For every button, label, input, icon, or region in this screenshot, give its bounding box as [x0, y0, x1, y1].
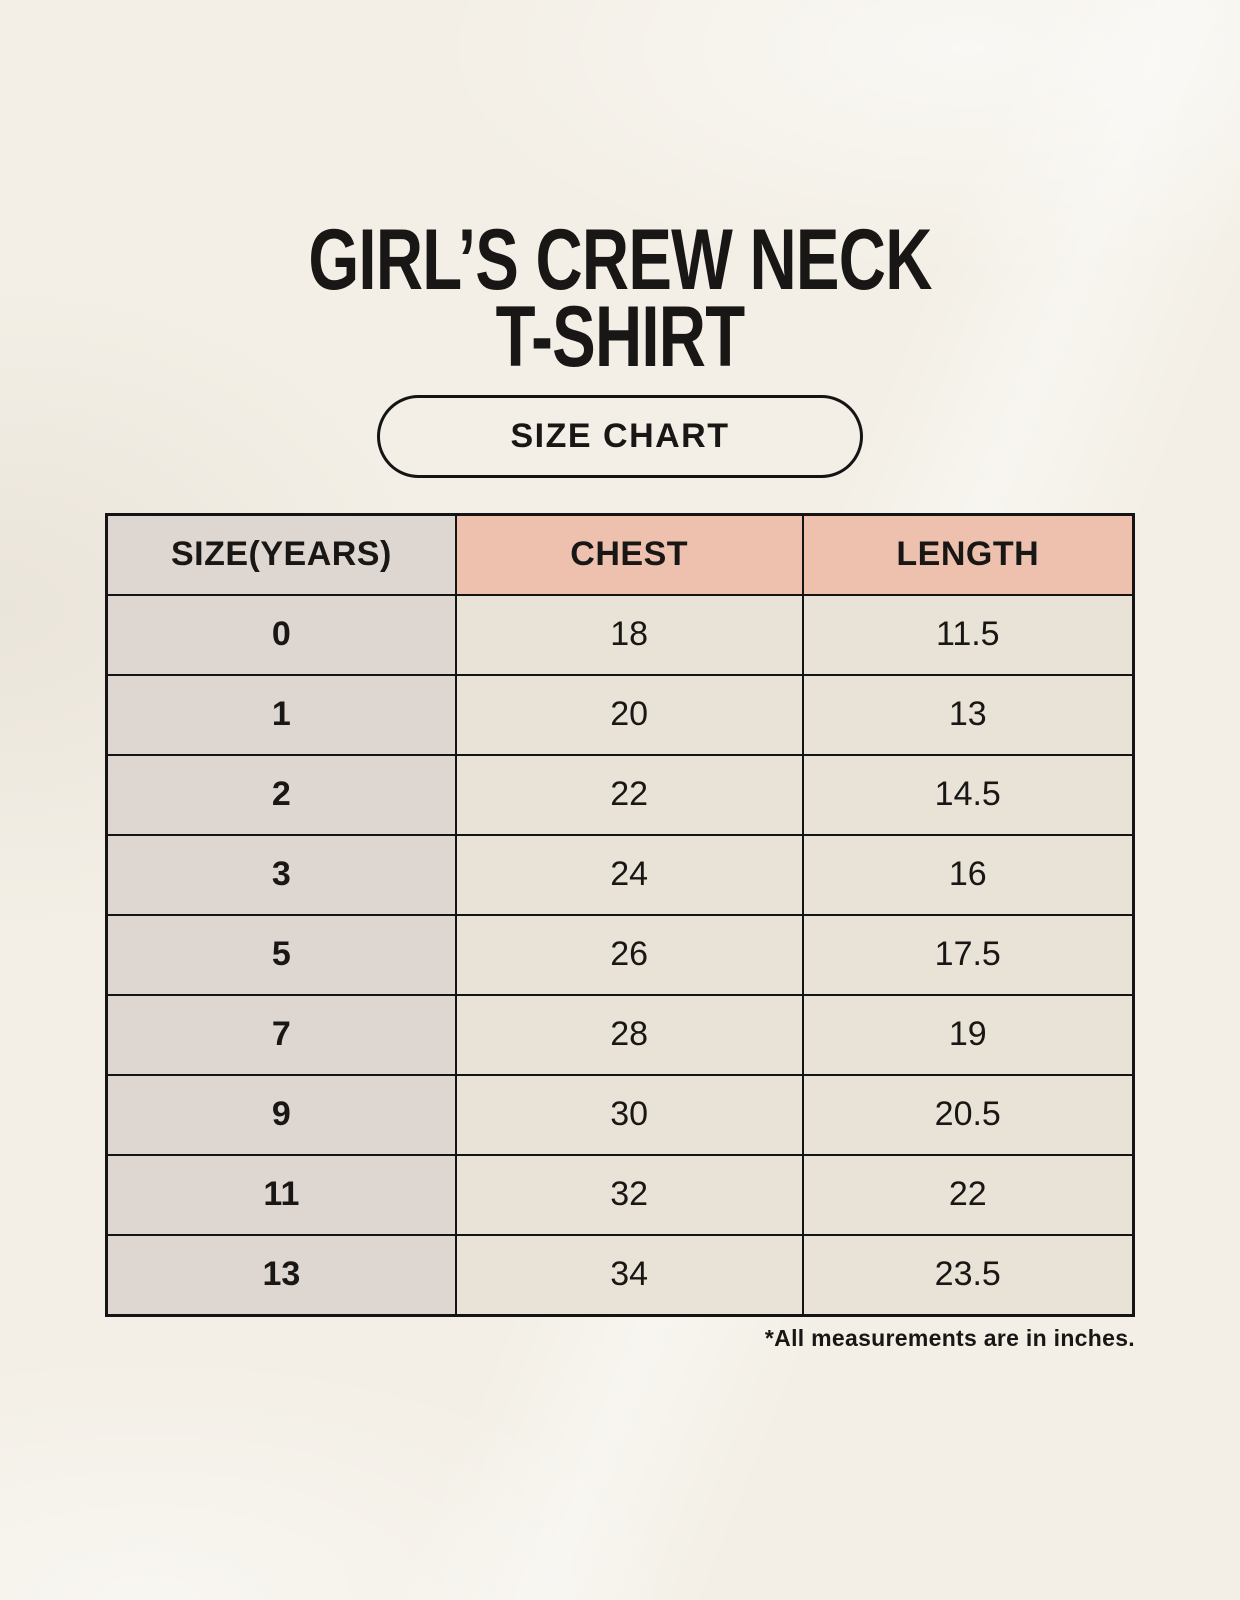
size-chart-badge [377, 395, 863, 478]
table-row [107, 675, 1134, 755]
table-row [107, 1155, 1134, 1235]
length-cell: 23.5 [803, 1235, 1134, 1316]
size-cell: 9 [107, 1075, 456, 1155]
column-header-length: LENGTH [803, 514, 1134, 595]
size-table-container [105, 513, 1135, 1352]
chest-cell: 26 [456, 915, 803, 995]
size-cell: 0 [107, 595, 456, 675]
table-row [107, 595, 1134, 675]
chest-cell: 28 [456, 995, 803, 1075]
chest-cell: 32 [456, 1155, 803, 1235]
header-row [107, 514, 1134, 595]
size-cell: 1 [107, 675, 456, 755]
length-cell: 22 [803, 1155, 1134, 1235]
size-cell: 5 [107, 915, 456, 995]
table-row [107, 755, 1134, 835]
length-cell: 17.5 [803, 915, 1134, 995]
length-cell: 19 [803, 995, 1134, 1075]
chest-cell: 34 [456, 1235, 803, 1316]
length-cell: 16 [803, 835, 1134, 915]
chest-cell: 22 [456, 755, 803, 835]
table-row [107, 1075, 1134, 1155]
chest-cell: 20 [456, 675, 803, 755]
size-cell: 3 [107, 835, 456, 915]
size-cell: 2 [107, 755, 456, 835]
length-cell: 20.5 [803, 1075, 1134, 1155]
size-cell: 13 [107, 1235, 456, 1316]
page-title [149, 0, 1091, 386]
table-row [107, 995, 1134, 1075]
chest-cell: 24 [456, 835, 803, 915]
size-table [105, 513, 1135, 1317]
size-cell: 7 [107, 995, 456, 1075]
length-cell: 13 [803, 675, 1134, 755]
length-cell: 11.5 [803, 595, 1134, 675]
size-cell: 11 [107, 1155, 456, 1235]
chest-cell: 18 [456, 595, 803, 675]
table-row [107, 1235, 1134, 1316]
title-line-2: T-SHIRT [495, 289, 745, 386]
column-header-size-years: SIZE(YEARS) [107, 514, 456, 595]
chest-cell: 30 [456, 1075, 803, 1155]
table-row [107, 835, 1134, 915]
size-chart-badge-label: SIZE CHART [510, 416, 730, 455]
length-cell: 14.5 [803, 755, 1134, 835]
table-row [107, 915, 1134, 995]
measurements-footnote: *All measurements are in inches. [764, 1324, 1135, 1351]
column-header-chest: CHEST [456, 514, 803, 595]
title-line-1: GIRL’S CREW NECK [308, 212, 932, 308]
